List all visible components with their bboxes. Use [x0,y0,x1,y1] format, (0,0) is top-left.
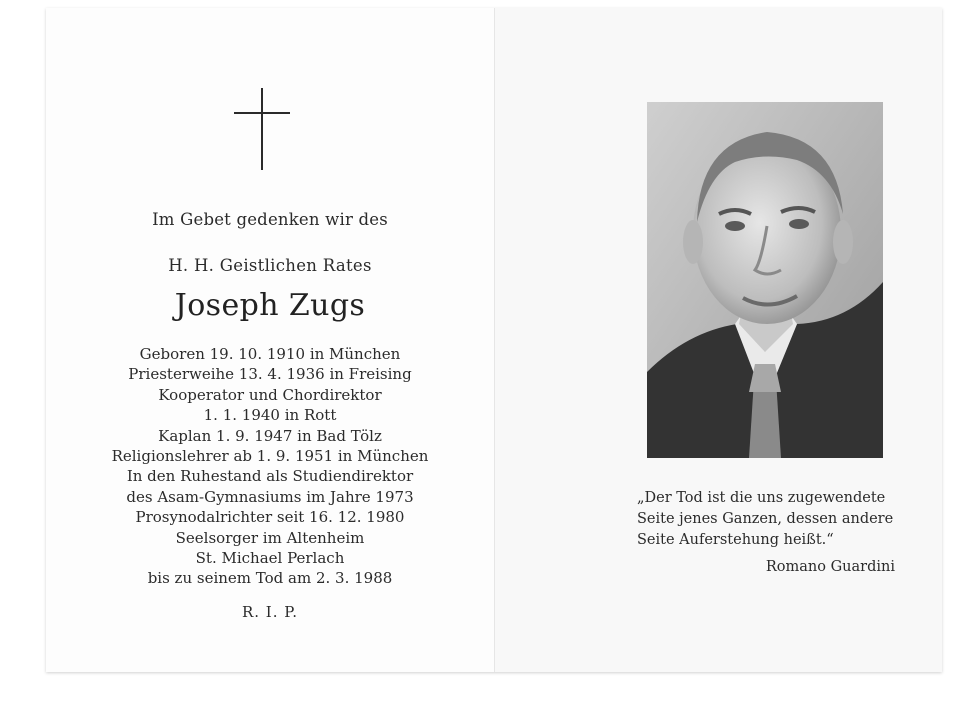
bio-line: Kaplan 1. 9. 1947 in Bad Tölz [158,426,382,445]
quote-author: Romano Guardini [765,559,895,575]
latin-cross-icon [234,88,290,170]
closing-rip: R. I. P. [241,603,299,621]
bio-line: In den Ruhestand als Studiendirektor [126,467,414,486]
guardini-quote [637,488,901,551]
intro-line: Im Gebet gedenken wir des [152,210,388,229]
portrait-photo [647,102,883,458]
left-page [46,8,495,672]
bio-line: Priesterweihe 13. 4. 1936 in Freising [128,365,412,384]
memorial-card [46,8,942,672]
bio-line: bis zu seinem Tod am 2. 3. 1988 [147,569,393,588]
bio-line: St. Michael Perlach [195,549,345,568]
deceased-name: Joseph Zugs [174,288,366,323]
right-page [495,8,942,672]
bio-line: Kooperator und Chordirektor [158,385,382,404]
bio-line: Religionslehrer ab 1. 9. 1951 in München [111,447,429,466]
bio-line: des Asam-Gymnasiums im Jahre 1973 [126,487,414,506]
biography [46,344,494,589]
quote-line: Seite Auferstehung heißt.“ [637,532,834,548]
clergy-title: H. H. Geistlichen Rates [168,256,372,275]
bio-line: Seelsorger im Altenheim [175,528,365,547]
quote-line: „Der Tod ist die uns zugewendete [637,490,886,506]
bio-line: Geboren 19. 10. 1910 in München [139,345,401,363]
bio-line: Prosynodalrichter seit 16. 12. 1980 [135,508,405,527]
quote-line: Seite jenes Ganzen, dessen andere [637,511,894,527]
bio-line: 1. 1. 1940 in Rott [203,406,337,425]
